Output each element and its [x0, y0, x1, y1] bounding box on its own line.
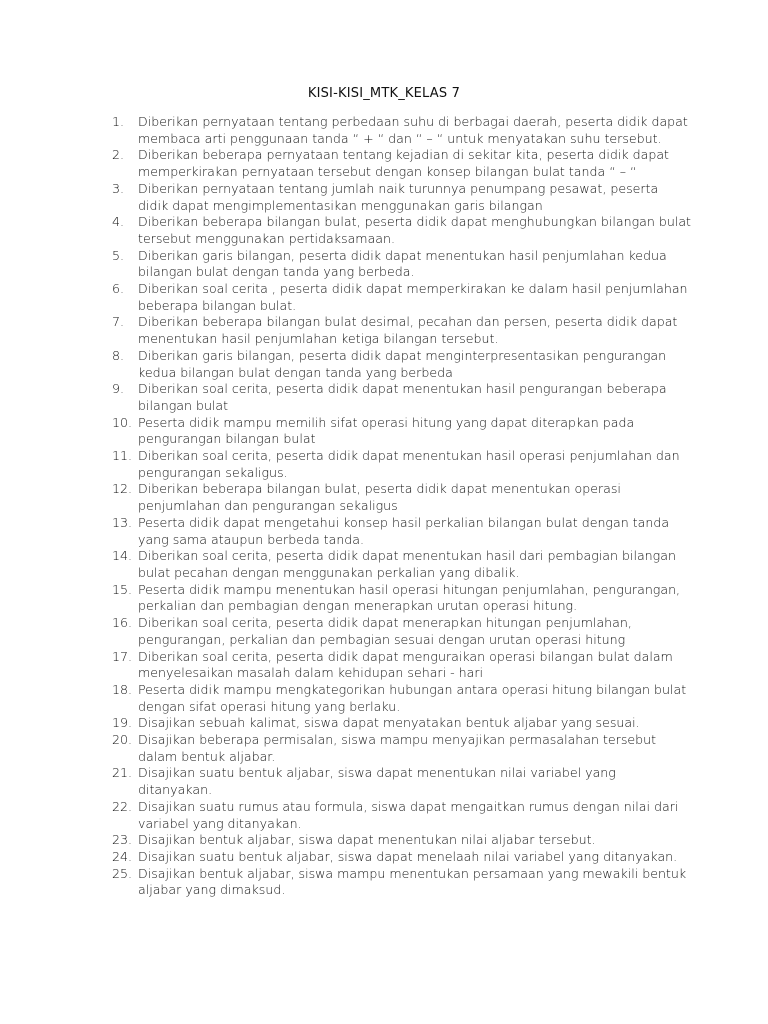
list-item — [112, 314, 692, 347]
list-item-text: Diberikan soal cerita, peserta didik dapat menguraikan operasi bilangan bulat dalam menyelesaikan masalah dalam kehidupan sehari - hari — [138, 648, 673, 681]
numbered-list — [112, 114, 692, 899]
list-item — [112, 849, 692, 866]
list-item-text: Disajikan suatu bentuk aljabar, siswa dapat menentukan nilai variabel yang ditanyakan. — [138, 765, 616, 798]
list-item-text: Disajikan suatu bentuk aljabar, siswa dapat menelaah nilai variabel yang ditanyakan. — [138, 848, 678, 864]
list-item — [112, 732, 692, 765]
list-item — [112, 214, 692, 247]
list-item-number: 17. — [112, 648, 133, 664]
list-item-number: 23. — [112, 832, 133, 848]
list-item-number: 20. — [112, 732, 133, 748]
list-item — [112, 682, 692, 715]
document-title: KISI-KISI_MTK_KELAS 7 — [307, 86, 461, 101]
list-item-text: Diberikan soal cerita, peserta didik dapat menentukan hasil dari pembagian bilangan bulat pecahan dengan menggunakan perkalian yang dibalik. — [138, 548, 676, 580]
list-item-text: Diberikan soal cerita , peserta didik dapat memperkirakan ke dalam hasil penjumlahan beberapa bilangan bulat. — [138, 281, 688, 313]
list-item-text: Disajikan suatu rumus atau formula, siswa dapat mengaitkan rumus dengan nilai dari variabel yang ditanyakan. — [138, 798, 679, 831]
list-item — [112, 832, 692, 849]
list-item — [112, 515, 692, 548]
list-item — [112, 715, 692, 732]
list-item-text: Peserta didik mampu mengkategorikan hubungan antara operasi hitung bilangan bulat dengan sifat operasi hitung yang berlaku. — [138, 681, 687, 714]
list-item — [112, 181, 692, 214]
list-item-number: 18. — [112, 681, 133, 697]
list-item — [112, 765, 692, 798]
list-item — [112, 866, 692, 899]
list-item-text: Diberikan beberapa pernyataan tentang kejadian di sekitar kita, peserta didik dapat memperkirakan pernyataan tersebut dengan konsep bilangan bulat tanda “ – “ — [138, 147, 669, 180]
list-item — [112, 548, 692, 581]
list-item-text: Peserta didik dapat mengetahui konsep hasil perkalian bilangan bulat dengan tanda yang sama ataupun berbeda tanda. — [138, 514, 670, 547]
list-item-text: Peserta didik mampu menentukan hasil operasi hitungan penjumlahan, pengurangan, perkalian dan pembagian dengan menerapkan urutan operasi hitung. — [138, 581, 681, 614]
list-item-number: 7. — [112, 314, 125, 330]
list-item-number: 4. — [112, 214, 125, 230]
list-item-text: Diberikan soal cerita, peserta didik dapat menentukan hasil pengurangan beberapa bilangan bulat — [138, 381, 667, 413]
list-item-number: 25. — [112, 865, 133, 881]
list-item — [112, 248, 692, 281]
list-item-number: 9. — [112, 381, 125, 397]
list-item — [112, 615, 692, 648]
list-item-number: 11. — [112, 448, 133, 464]
list-item — [112, 147, 692, 180]
list-item-number: 12. — [112, 481, 133, 497]
list-item-number: 14. — [112, 548, 133, 564]
list-item-number: 13. — [112, 514, 133, 530]
list-item-text: Diberikan pernyataan tentang jumlah naik turunnya penumpang pesawat, peserta didik dapat mengimplementasikan menggunakan garis bilangan — [138, 180, 659, 213]
list-item-number: 6. — [112, 281, 125, 297]
list-item-text: Peserta didik mampu memilih sifat operasi hitung yang dapat diterapkan pada pengurangan bilangan bulat — [138, 414, 635, 447]
list-item-number: 2. — [112, 147, 125, 163]
list-item — [112, 114, 692, 147]
list-item — [112, 582, 692, 615]
list-item-text: Diberikan beberapa bilangan bulat, peserta didik dapat menghubungkan bilangan bulat tersebut menggunakan pertidaksamaan. — [138, 214, 691, 246]
list-item-number: 10. — [112, 414, 133, 430]
list-item-number: 24. — [112, 848, 133, 864]
list-item-text: Disajikan bentuk aljabar, siswa mampu menentukan persamaan yang mewakili bentuk aljabar yang dimaksud. — [138, 865, 687, 898]
list-item — [112, 381, 692, 414]
list-item — [112, 649, 692, 682]
list-item-number: 8. — [112, 347, 125, 363]
list-item-text: Diberikan beberapa bilangan bulat desimal, pecahan dan persen, peserta didik dapat menentukan hasil penjumlahan ketiga bilangan tersebut. — [138, 314, 678, 347]
list-item-number: 22. — [112, 798, 133, 814]
list-item-text: Diberikan garis bilangan, peserta didik dapat menentukan hasil penjumlahan kedua bilangan bulat dengan tanda yang berbeda. — [138, 247, 667, 280]
list-item-text: Diberikan soal cerita, peserta didik dapat menerapkan hitungan penjumlahan, pengurangan, perkalian dan pembagian sesuai dengan urutan operasi hitung — [138, 615, 632, 647]
list-item-number: 21. — [112, 765, 133, 781]
list-item-number: 16. — [112, 615, 133, 631]
list-item — [112, 799, 692, 832]
list-item — [112, 415, 692, 448]
list-item-number: 5. — [112, 247, 125, 263]
list-item-number: 1. — [112, 114, 125, 129]
list-item — [112, 281, 692, 314]
list-item-text: Disajikan bentuk aljabar, siswa dapat menentukan nilai aljabar tersebut. — [138, 832, 596, 848]
list-item-text: Disajikan sebuah kalimat, siswa dapat menyatakan bentuk aljabar yang sesuai. — [138, 715, 640, 731]
list-item — [112, 348, 692, 381]
list-item-text: Diberikan garis bilangan, peserta didik dapat menginterpresentasikan pengurangan kedua bilangan bulat dengan tanda yang berbeda — [138, 347, 667, 380]
list-item-number: 19. — [112, 715, 133, 731]
list-item-number: 3. — [112, 180, 125, 196]
list-item-number: 15. — [112, 581, 133, 597]
list-item-text: Diberikan pernyataan tentang perbedaan suhu di berbagai daerah, peserta didik dapat membaca arti penggunaan tanda “ + “ dan “ – “ untuk menyatakan suhu tersebut. — [138, 114, 688, 146]
list-item-text: Diberikan soal cerita, peserta didik dapat menentukan hasil operasi penjumlahan dan pengurangan sekaligus. — [138, 448, 680, 480]
list-item-text: Diberikan beberapa bilangan bulat, peserta didik dapat menentukan operasi penjumlahan dan pengurangan sekaligus — [138, 481, 621, 514]
list-item-text: Disajikan beberapa permisalan, siswa mampu menyajikan permasalahan tersebut dalam bentuk aljabar. — [138, 732, 657, 764]
list-item — [112, 448, 692, 481]
list-item — [112, 481, 692, 514]
